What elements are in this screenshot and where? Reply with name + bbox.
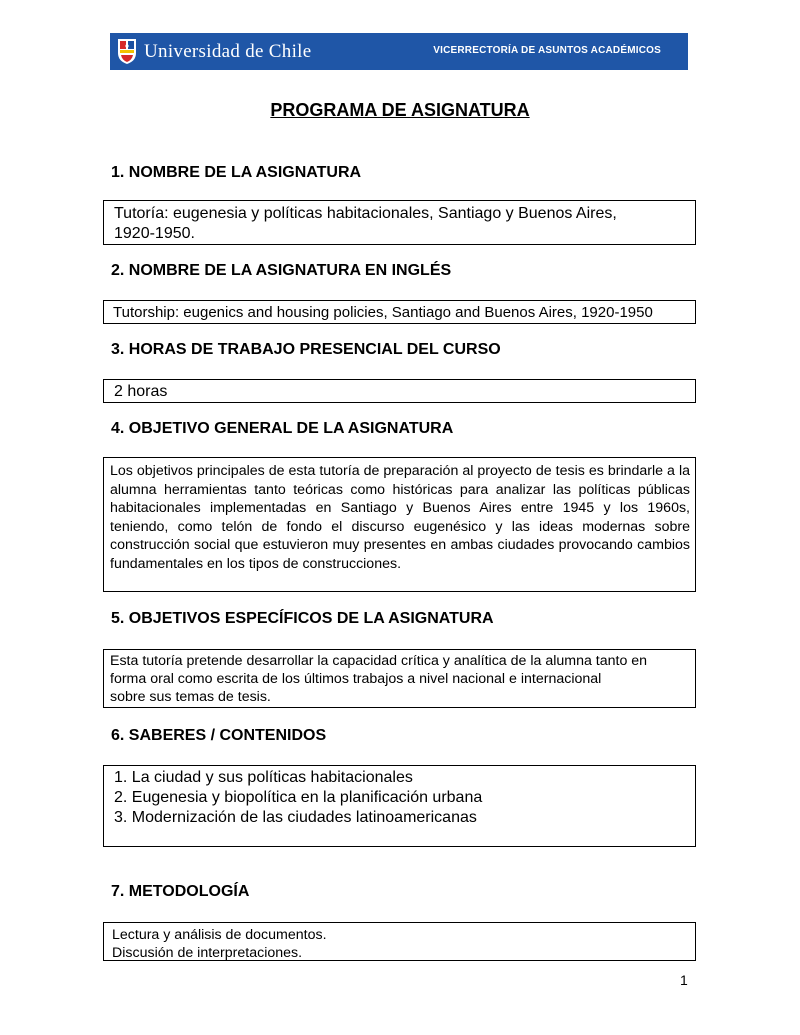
section-2-heading: 2. NOMBRE DE LA ASIGNATURA EN INGLÉS xyxy=(111,262,452,279)
section-1-box xyxy=(103,200,696,245)
section-4-heading: 4. OBJETIVO GENERAL DE LA ASIGNATURA xyxy=(111,420,454,437)
section-5-heading: 5. OBJETIVOS ESPECÍFICOS DE LA ASIGNATURA xyxy=(111,610,494,627)
section-4-text: Los objetivos principales de esta tutoría de preparación al proyecto de tesis es brindarle a la alumna herramientas tanto teóricas como históricas para analizar las políticas públicas habitacionales implementadas en Santiago y Buenos Aires entre 1945 y los 1960s, teniendo, como telón de fondo el discurso eugenésico y las ideas modernas sobre construcción social que estuvieron muy presentes en ambas ciudades provocando cambios fundamentales en los tipos de construcciones. xyxy=(110,463,690,572)
section-4-box xyxy=(103,457,696,592)
header-banner xyxy=(110,33,688,70)
page-title: PROGRAMA DE ASIGNATURA xyxy=(270,100,530,120)
section-7-line: Lectura y análisis de documentos. xyxy=(112,927,327,943)
section-7-heading: 7. METODOLOGÍA xyxy=(111,883,250,900)
section-1-heading: 1. NOMBRE DE LA ASIGNATURA xyxy=(111,164,362,181)
university-name: Universidad de Chile xyxy=(144,41,312,62)
page-number: 1 xyxy=(680,972,688,988)
section-6-line: 2. Eugenesia y biopolítica en la planificación urbana xyxy=(114,789,483,806)
office-name: VICERRECTORÍA DE ASUNTOS ACADÉMICOS xyxy=(433,45,661,56)
section-6-heading: 6. SABERES / CONTENIDOS xyxy=(111,727,327,744)
section-7-line: Discusión de interpretaciones. xyxy=(112,945,303,961)
section-2-line: Tutorship: eugenics and housing policies, Santiago and Buenos Aires, 1920-1950 xyxy=(113,304,653,321)
section-5-line: sobre sus temas de tesis. xyxy=(110,689,271,705)
section-3-line: 2 horas xyxy=(114,383,168,400)
section-7-box xyxy=(103,922,696,961)
section-1-line: Tutoría: eugenesia y políticas habitacionales, Santiago y Buenos Aires, xyxy=(114,205,617,222)
university-crest-icon xyxy=(117,37,137,65)
section-3-box xyxy=(103,379,696,403)
section-6-line: 3. Modernización de las ciudades latinoamericanas xyxy=(114,809,477,826)
section-5-line: Esta tutoría pretende desarrollar la capacidad crítica y analítica de la alumna tanto en xyxy=(110,653,648,669)
section-2-box xyxy=(103,300,696,324)
section-6-line: 1. La ciudad y sus políticas habitacionales xyxy=(114,769,413,786)
section-5-line: forma oral como escrita de los últimos trabajos a nivel nacional e internacional xyxy=(110,671,602,687)
section-3-heading: 3. HORAS DE TRABAJO PRESENCIAL DEL CURSO xyxy=(111,341,501,358)
section-1-line: 1920-1950. xyxy=(114,225,195,242)
section-5-box xyxy=(103,649,696,708)
section-6-box xyxy=(103,765,696,847)
